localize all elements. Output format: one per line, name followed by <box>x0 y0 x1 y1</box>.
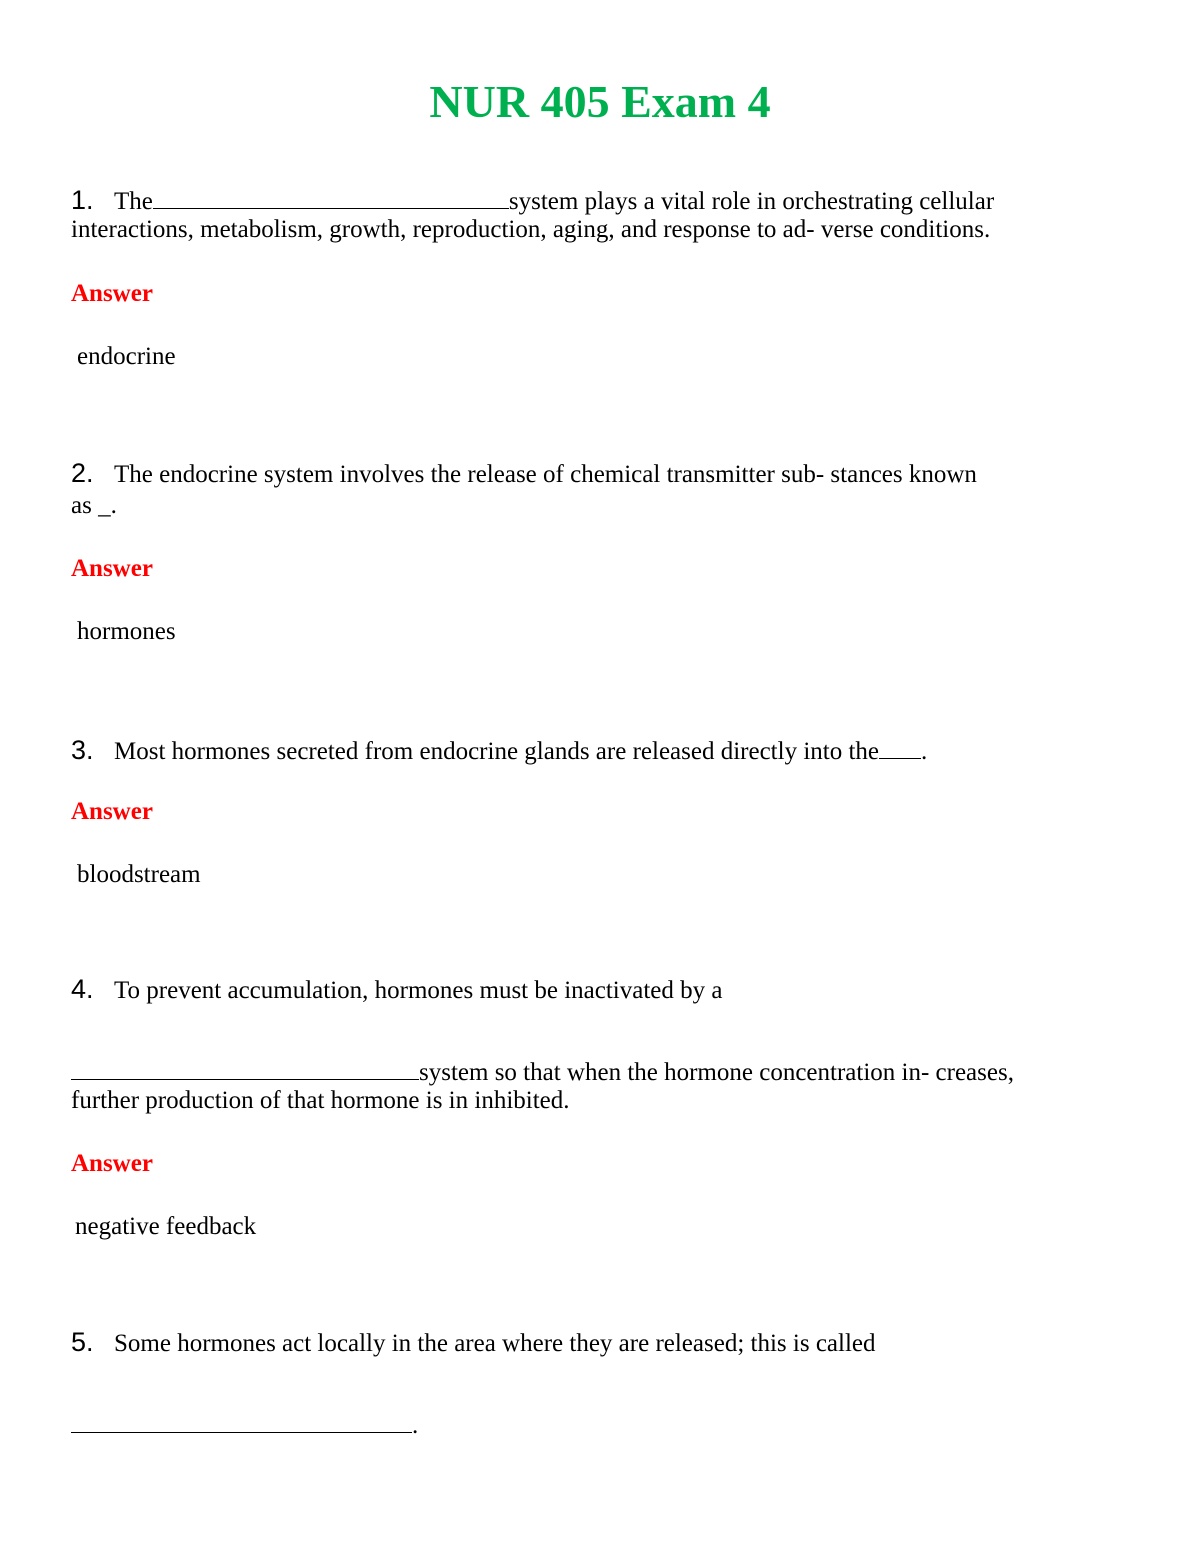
question-text: Some hormones act locally in the area where they are released; this is called <box>114 1330 876 1357</box>
question-text: . <box>412 1412 419 1439</box>
question-number: 2. <box>71 458 94 488</box>
answer-blank <box>153 184 509 209</box>
question-1-line-1 <box>71 184 994 217</box>
answer-text: bloodstream <box>77 861 201 888</box>
question-text: system so that when the hormone concentration in- creases, <box>419 1059 1014 1086</box>
question-5-line-1 <box>71 1327 876 1359</box>
question-4-line-2 <box>71 1055 1014 1088</box>
answer-label: Answer <box>71 280 153 307</box>
question-4-line-3: further production of that hormone is in inhibited. <box>71 1087 570 1114</box>
question-text: The endocrine system involves the release of chemical transmitter sub- stances known <box>114 461 977 488</box>
answer-blank <box>879 734 921 759</box>
answer-blank <box>71 1408 412 1433</box>
question-number: 1. <box>71 185 94 215</box>
answer-text: hormones <box>77 618 176 645</box>
question-2-line-2: as _. <box>71 492 117 519</box>
question-5-line-2 <box>71 1408 418 1441</box>
answer-label: Answer <box>71 555 153 582</box>
answer-label: Answer <box>71 1150 153 1177</box>
answer-label: Answer <box>71 798 153 825</box>
question-number: 4. <box>71 974 94 1004</box>
question-text: system plays a vital role in orchestrating cellular <box>508 188 995 215</box>
question-number: 3. <box>71 735 94 765</box>
answer-text: negative feedback <box>75 1213 257 1240</box>
question-1-line-2: interactions, metabolism, growth, reproduction, aging, and response to ad- verse conditions. <box>71 216 991 243</box>
question-text: Most hormones secreted from endocrine glands are released directly into the <box>114 738 880 765</box>
question-number: 5. <box>71 1327 94 1357</box>
question-3-line-1 <box>71 734 927 767</box>
question-text: . <box>921 738 928 765</box>
answer-text: endocrine <box>77 343 176 370</box>
question-text: The <box>114 188 153 215</box>
question-2-line-1 <box>71 458 977 490</box>
answer-blank <box>71 1055 419 1080</box>
question-4-line-1 <box>71 974 722 1006</box>
question-text: To prevent accumulation, hormones must be inactivated by a <box>114 977 723 1004</box>
page-title: NUR 405 Exam 4 <box>429 76 771 127</box>
